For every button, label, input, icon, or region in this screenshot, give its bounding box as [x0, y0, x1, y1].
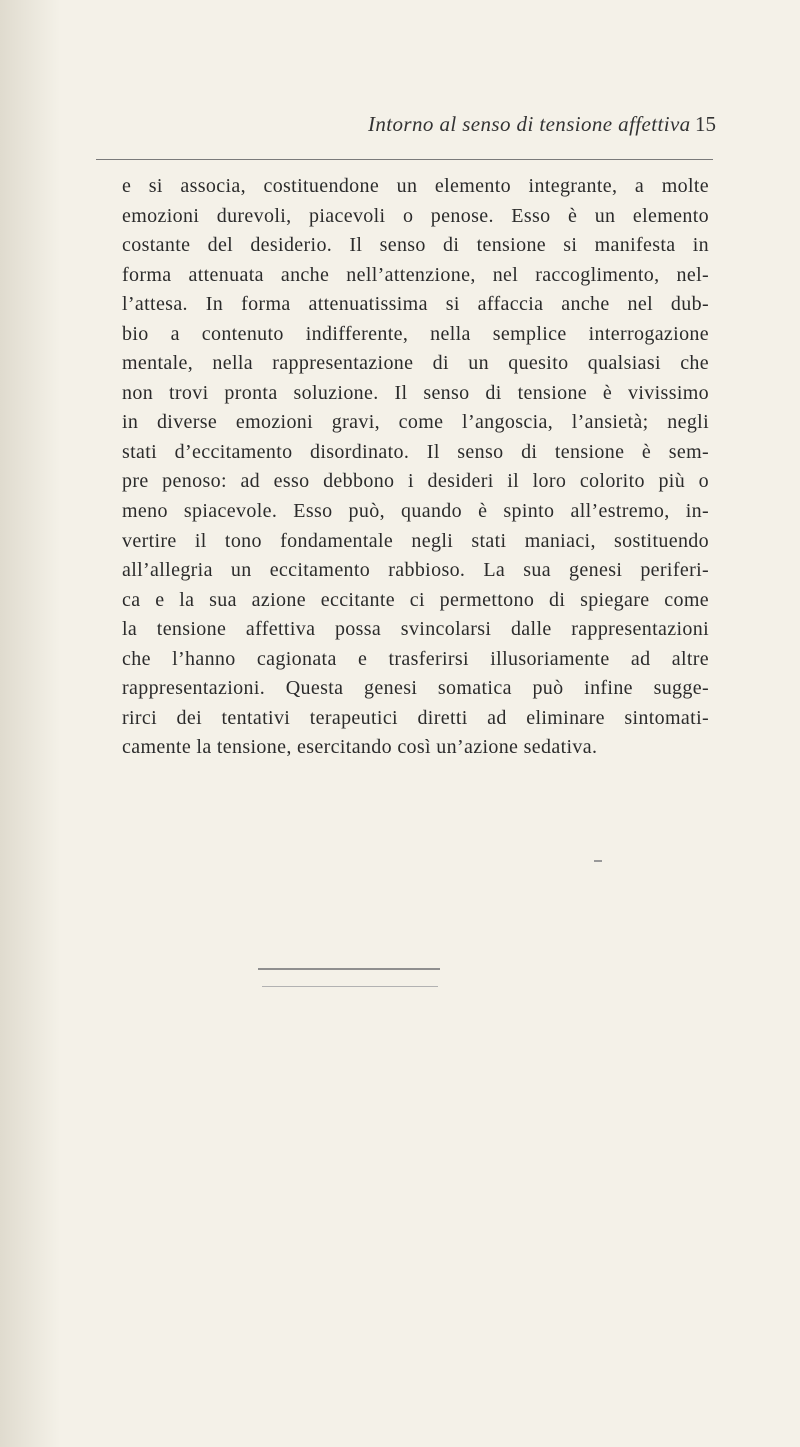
text-line: la tensione affettiva possa svincolarsi dalle rappresentazioni	[122, 618, 709, 641]
text-line: vertire il tono fondamentale negli stati maniaci, sostituendo	[122, 529, 709, 552]
page-number: 15	[695, 112, 716, 136]
text-line: non trovi pronta soluzione. Il senso di tensione è vivissimo	[122, 381, 709, 404]
text-line: emozioni durevoli, piacevoli o penose. Esso è un elemento	[122, 204, 709, 227]
page-edge-shadow	[0, 0, 60, 1447]
text-line: ca e la sua azione eccitante ci permettono di spiegare come	[122, 588, 709, 611]
text-line: forma attenuata anche nell’attenzione, nel raccoglimento, nel-	[122, 263, 709, 286]
text-line: all’allegria un eccitamento rabbioso. La sua genesi periferi-	[122, 559, 709, 582]
text-line: bio a contenuto indifferente, nella semplice interrogazione	[122, 322, 709, 345]
running-title: Intorno al senso di tensione affettiva	[368, 112, 691, 136]
text-line: e si associa, costituendone un elemento integrante, a molte	[122, 175, 709, 197]
text-line: rirci dei tentativi terapeutici diretti ad eliminare sintomati-	[122, 706, 709, 729]
text-line: stati d’eccitamento disordinato. Il senso di tensione è sem-	[122, 440, 709, 463]
text-line: meno spiacevole. Esso può, quando è spinto all’estremo, in-	[122, 500, 709, 523]
text-line: costante del desiderio. Il senso di tensione si manifesta in	[122, 234, 709, 257]
text-line: rappresentazioni. Questa genesi somatica può infine sugge-	[122, 677, 709, 700]
section-rule-secondary	[262, 986, 438, 987]
text-line: pre penoso: ad esso debbono i desideri il loro colorito più o	[122, 470, 709, 493]
text-line: l’attesa. In forma attenuatissima si affaccia anche nel dub-	[122, 293, 709, 316]
header-rule	[96, 159, 713, 160]
section-rule	[258, 968, 440, 970]
text-line: camente la tensione, esercitando così un’azione sedativa.	[122, 736, 598, 759]
text-line: in diverse emozioni gravi, come l’angoscia, l’ansietà; negli	[122, 411, 709, 434]
text-line: che l’hanno cagionata e trasferirsi illusoriamente ad altre	[122, 647, 709, 670]
stray-mark	[594, 860, 602, 862]
body-paragraph	[122, 172, 709, 763]
text-line: mentale, nella rappresentazione di un quesito qualsiasi che	[122, 352, 709, 375]
